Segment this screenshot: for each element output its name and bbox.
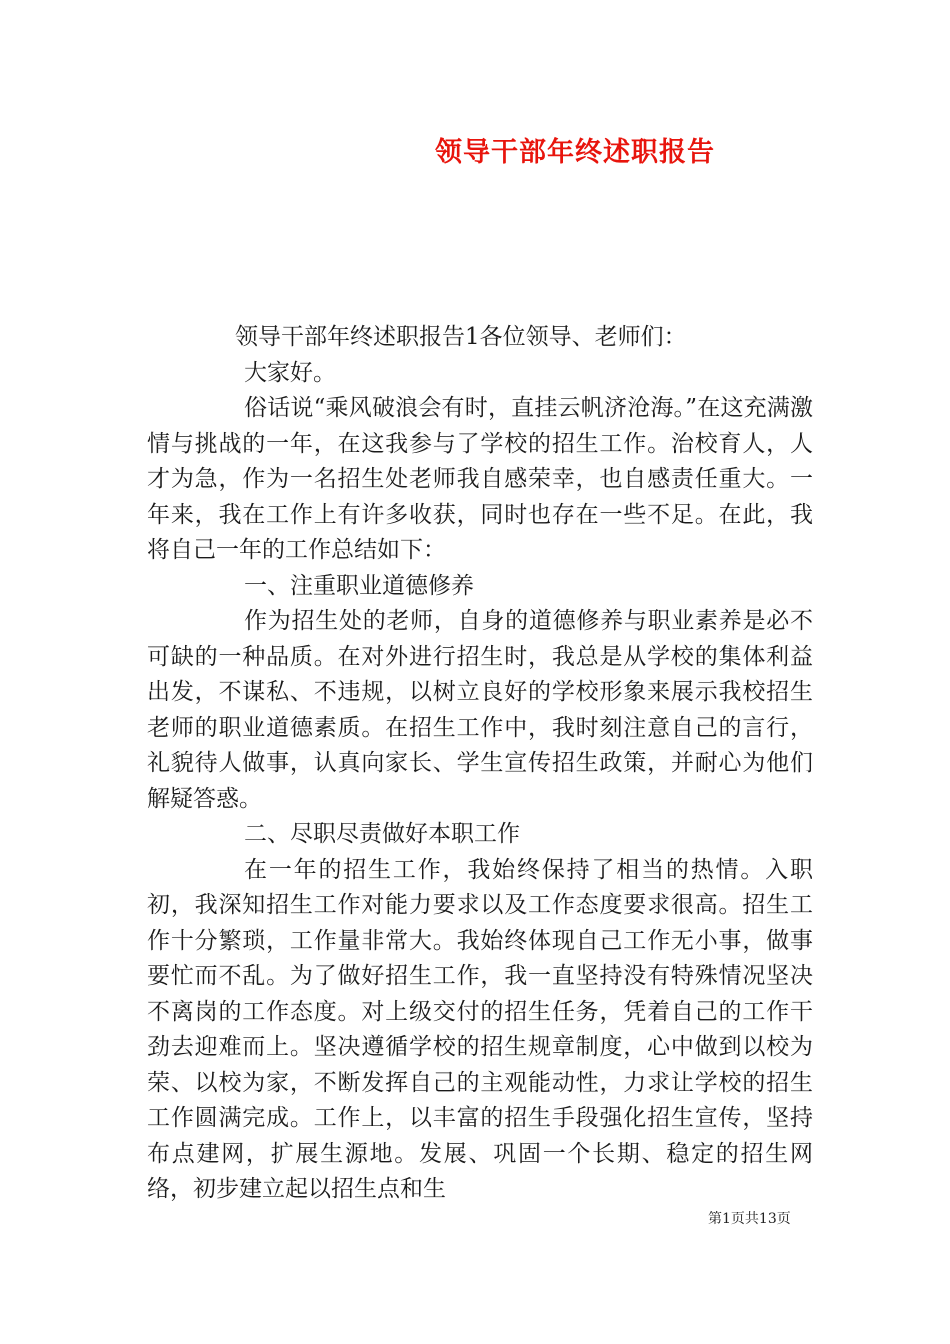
greeting: 大家好。	[244, 359, 336, 386]
heading-line: 领导干部年终述职报告1各位领导、老师们：	[235, 324, 687, 350]
paragraph: 在一年的招生工作，我始终保持了相当的热情。入职初，我深知招生工作对能力要求以及工作态度要求很高。招生工作十分繁琐，工作量非常大。我始终体现自己工作无小事，做事要忙而不乱。为了做好招生工作，我一直坚持没有特殊情况坚决不离岗的工作态度。对上级交付的招生任务，凭着自己的工作干劲去迎难而上。坚决遵循学校的招生规章制度，心中做到以校为荣、以校为家，不断发挥自己的主观能动性，力求让学校的招生工作圆满完成。工作上，以丰富的招生手段强化招生宣传，坚持布点建网，扩展生源地。发展、巩固一个长期、稳定的招生网络，初步建立起以招生点和生	[147, 856, 813, 1202]
section-heading: 二、尽职尽责做好本职工作	[244, 821, 520, 847]
paragraph: 作为招生处的老师，自身的道德修养与职业素养是必不可缺的一种品质。在对外进行招生时，我总是从学校的集体利益出发，不谋私、不违规，以树立良好的学校形象来展示我校招生老师的职业道德素质。在招生工作中，我时刻注意自己的言行，礼貌待人做事，认真向家长、学生宣传招生政策，并耐心为他们解疑答惑。	[147, 608, 813, 812]
document-body	[147, 320, 813, 1208]
page-number: 第1页共13页	[708, 1211, 791, 1227]
document-title: 领导干部年终述职报告	[435, 137, 715, 168]
paragraph: 俗话说“乘风破浪会有时，直挂云帆济沧海。”在这充满激情与挑战的一年，在这我参与了学校的招生工作。治校育人，人才为急，作为一名招生处老师我自感荣幸，也自感责任重大。一年来，我在工作上有许多收获，同时也存在一些不足。在此，我将自己一年的工作总结如下：	[147, 395, 813, 563]
section-heading: 一、注重职业道德修养	[244, 572, 474, 599]
